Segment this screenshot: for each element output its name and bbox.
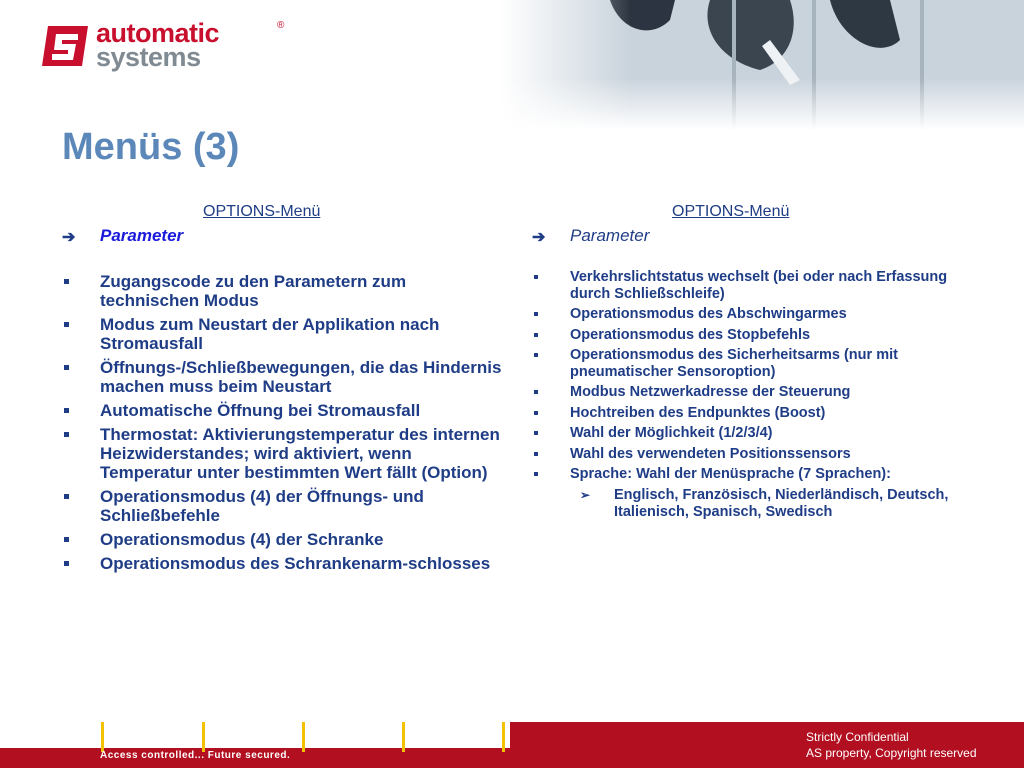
list-item: Thermostat: Aktivierungstemperatur des internen Heizwiderstandes; wird aktiviert, wenn Temperatur unter bestimmten Wert fällt (Option) — [62, 425, 502, 482]
footer-tick-mark — [502, 722, 505, 752]
list-item: Automatische Öffnung bei Stromausfall — [62, 401, 502, 420]
sub-arrow-icon: ➢ — [580, 488, 591, 502]
list-item: Verkehrslichtstatus wechselt (bei oder nach Erfassung durch Schließschleife) — [532, 269, 972, 302]
left-bullet-list — [62, 272, 502, 578]
logo-text-automatic: automatic — [96, 18, 220, 48]
list-item: Operationsmodus (4) der Öffnungs- und Schließbefehle — [62, 487, 502, 525]
list-item: Hochtreiben des Endpunktes (Boost) — [532, 405, 972, 422]
footer-tick-mark — [402, 722, 405, 752]
list-item: Sprache: Wahl der Menüsprache (7 Sprachen): — [532, 466, 972, 483]
footer-tick-mark — [202, 722, 205, 752]
language-sublist-item — [580, 487, 1004, 520]
logo-registered-mark: ® — [277, 20, 285, 31]
copyright-label: AS property, Copyright reserved — [806, 746, 977, 760]
list-item: Operationsmodus (4) der Schranke — [62, 530, 502, 549]
footer-tagline: Access controlled... Future secured. — [100, 750, 291, 761]
left-column-heading: OPTIONS-Menü — [203, 203, 321, 220]
header-photo — [500, 0, 1024, 130]
footer — [0, 722, 1024, 768]
company-logo — [42, 18, 285, 72]
left-subheading: Parameter — [100, 226, 184, 245]
footer-confidentiality — [806, 729, 977, 761]
list-item: Operationsmodus des Stopbefehls — [532, 327, 972, 344]
left-arrow-icon: ➔ — [62, 229, 76, 246]
list-item: Wahl des verwendeten Positionssensors — [532, 446, 972, 463]
right-column-heading: OPTIONS-Menü — [672, 203, 790, 220]
list-item: Zugangscode zu den Parametern zum technischen Modus — [62, 272, 502, 310]
list-item: Modus zum Neustart der Applikation nach Stromausfall — [62, 315, 502, 353]
list-item: Modbus Netzwerkadresse der Steuerung — [532, 384, 972, 401]
confidential-label: Strictly Confidential — [806, 730, 909, 744]
right-arrow-icon: ➔ — [532, 229, 546, 246]
list-item: Öffnungs-/Schließbewegungen, die das Hindernis machen muss beim Neustart — [62, 358, 502, 396]
footer-tick-mark — [101, 722, 104, 752]
right-bullet-list — [532, 269, 972, 487]
list-item: Operationsmodus des Sicherheitsarms (nur mit pneumatischer Sensoroption) — [532, 347, 972, 380]
list-item: Operationsmodus des Abschwingarmes — [532, 306, 972, 323]
logo-mark-icon — [42, 24, 90, 68]
right-subheading: Parameter — [570, 226, 650, 245]
logo-text-systems: systems — [96, 42, 201, 72]
footer-tick-mark — [302, 722, 305, 752]
list-item: Operationsmodus des Schrankenarm-schlosses — [62, 554, 502, 573]
list-item: Wahl der Möglichkeit (1/2/3/4) — [532, 425, 972, 442]
page-title: Menüs (3) — [62, 126, 240, 168]
language-list-text: Englisch, Französisch, Niederländisch, Deutsch, Italienisch, Spanisch, Swedisch — [614, 487, 949, 520]
